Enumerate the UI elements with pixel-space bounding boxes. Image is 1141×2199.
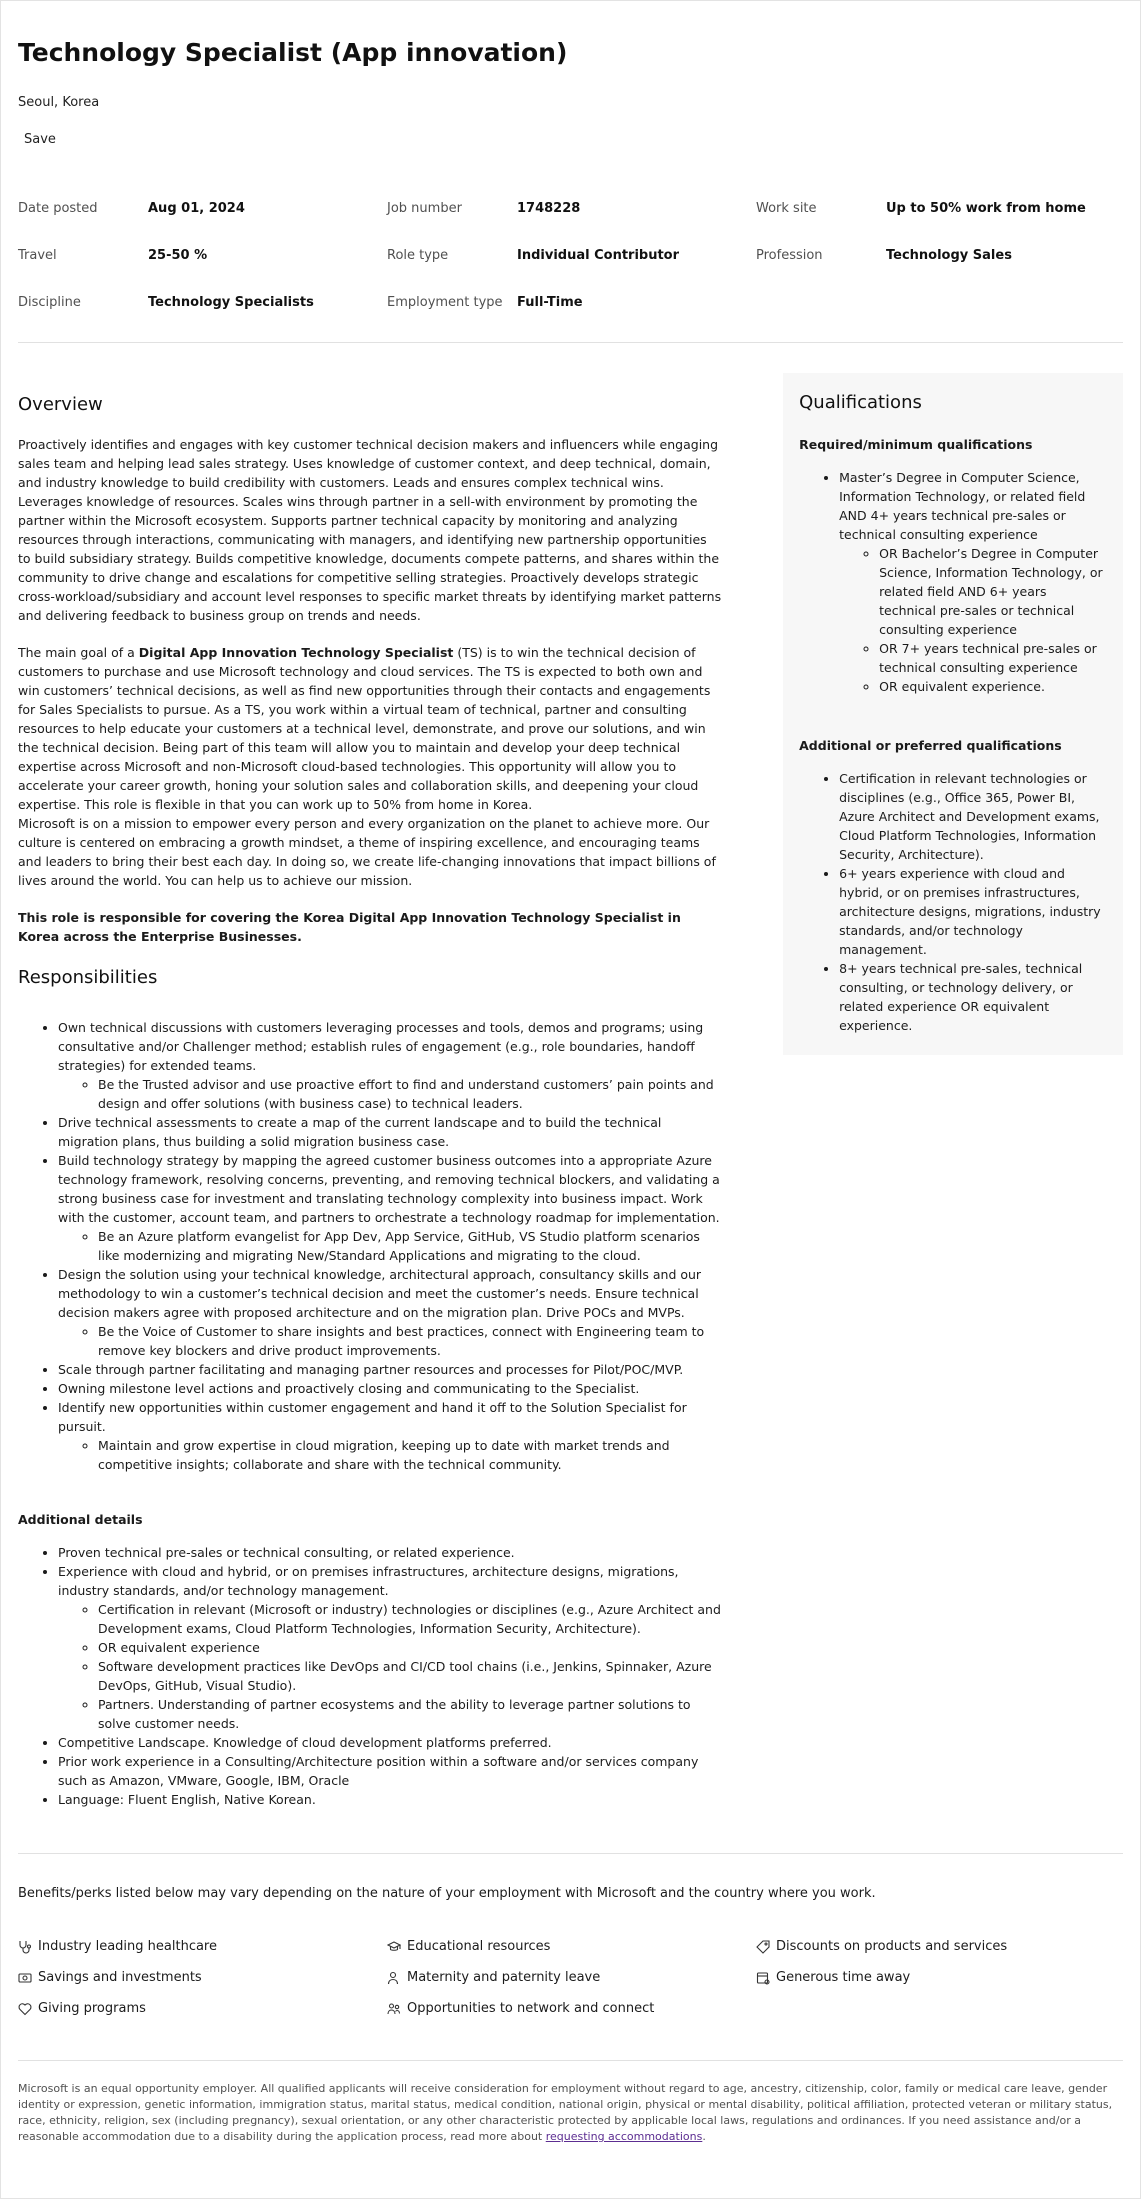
list-item-text: Proven technical pre-sales or technical consulting, or related experience. <box>58 1545 515 1560</box>
meta-role-type <box>387 246 756 265</box>
preferred-qualifications-list <box>839 769 1107 1035</box>
list-item <box>58 1733 723 1752</box>
meta-value: Individual Contributor <box>517 248 680 263</box>
benefit-label: Industry leading healthcare <box>38 1939 217 1954</box>
benefit-label: Maternity and paternity leave <box>407 1970 601 1985</box>
meta-label: Work site <box>756 201 817 216</box>
list-item <box>58 1018 723 1113</box>
eeo-text: Microsoft is an equal opportunity employer. All qualified applicants will receive consideration for employment without regard to age, ancestry, citizenship, color, family or medical care leave, gender identity or expression, genetic information, immigration status, marital status, medical condition, national origin, physical or mental disability, political affiliation, protected veteran or military status, race, ethnicity, religion, sex (including pregnancy), sexual orientation, or any other characteristic protected by applicable local laws, regulations and ordinances. If you need assistance and/or a reasonable accommodation due to a disability during the application process, read more about <box>18 2082 1113 2143</box>
qualifications-heading: Qualifications <box>799 392 922 413</box>
list-item <box>58 1113 723 1151</box>
list-item-text: Language: Fluent English, Native Korean. <box>58 1792 316 1807</box>
meta-work-site <box>756 199 1125 218</box>
overview-bold-text: Digital App Innovation Technology Specialist <box>138 645 454 660</box>
required-qualifications-list <box>839 468 1107 696</box>
divider <box>18 1853 1123 1854</box>
benefits-grid <box>18 1937 1123 2018</box>
list-item <box>58 1265 723 1360</box>
meta-value: Aug 01, 2024 <box>148 201 245 216</box>
list-item-text: Owning milestone level actions and proactively closing and communicating to the Specialist. <box>58 1381 640 1396</box>
list-item-text: Design the solution using your technical knowledge, architectural approach, consultancy skills and our methodology to win a customer’s technical decision and meet the customer’s needs. Ensure technical decision makers agree with proposed architecture and on the migration plan. Drive POCs and MVPs. <box>58 1267 702 1320</box>
eeo-statement <box>18 2060 1123 2145</box>
overview-paragraph: Proactively identifies and engages with key customer technical decision makers and influencers while engaging sales team and helping lead sales strategy. Uses knowledge of customer context, and deep technical, domain, and industry knowledge to build credibility with customers. Leads and ensures complex technical wins. Leverages knowledge of resources. Scales wins through partner in a sell-with environment by promoting the partner within the Microsoft ecosystem. Supports partner technical capacity by monitoring and analyzing resources through interactions, communicating with managers, and identifying new partnership opportunities to build subsidiary strategy. Builds competitive knowledge, documents compete patterns, and shares within the community to drive change and escalations for competitive selling strategies. Proactively develops strategic cross-workload/subsidiary and account level responses to specific market threats by identifying market patterns and delivering feedback to business group on trends and needs. <box>18 437 722 623</box>
list-item <box>58 1398 723 1474</box>
meta-value: Technology Sales <box>886 248 1012 263</box>
list-item-text: Certification in relevant technologies or disciplines (e.g., Office 365, Power BI, Azure Architect and Development exams, Cloud Platform Technologies, Information Security, Architecture). <box>839 771 1100 862</box>
sub-list <box>98 1600 723 1733</box>
main-column <box>18 373 723 1809</box>
sub-list-item: ◦ Be the Trusted advisor and use proactive effort to find and understand customers’ pain points and design and offer solutions (with business case) to technical leaders. <box>98 1075 723 1113</box>
job-title: Technology Specialist (App innovation) <box>18 38 568 67</box>
sub-list-item: ◦ OR Bachelor’s Degree in Computer Science, Information Technology, or related field AND 6+ years technical pre-sales or technical consulting experience <box>879 544 1107 639</box>
meta-value: 25-50 % <box>148 248 208 263</box>
tag-icon <box>756 1940 770 1954</box>
overview-text: (TS) is to win the technical decision of customers to purchase and use Microsoft technology and cloud services. The TS is expected to both own and win customers’ technical decisions, as well as find new opportunities through their contacts and engagements for Sales Specialists to pursue. As a TS, you work within a virtual team of technical, partner and consulting resources to help educate your customers at a technical level, demonstrate, and prove our solutions, and win the technical decision. Being part of this team will allow you to maintain and develop your deep technical expertise across Microsoft and non-Microsoft cloud-based technologies. This opportunity will allow you to accelerate your career growth, honing your solution sales and collaboration skills, and deepening your cloud expertise. This role is flexible in that you can work up to 50% from home in Korea. <box>18 645 711 812</box>
benefit-item <box>387 1999 756 2018</box>
list-item <box>58 1790 723 1809</box>
sub-list-item: ◦ Be an Azure platform evangelist for App Dev, App Service, GitHub, VS Studio platform scenarios like modernizing and migrating New/Standard Applications and migrating to the cloud. <box>98 1227 723 1265</box>
overview-paragraph: Microsoft is on a mission to empower every person and every organization on the planet to achieve more. Our culture is centered on embracing a growth mindset, a theme of inspiring excellence, and encouraging teams and leaders to bring their best each day. In doing so, we create life-changing innovations that impact billions of lives around the world. You can help us to achieve our mission. <box>18 816 716 888</box>
requesting-accommodations-link[interactable]: requesting accommodations <box>545 2130 703 2143</box>
overview-role-statement: This role is responsible for covering the Korea Digital App Innovation Technology Specialist in Korea across the Enterprise Businesses. <box>18 910 681 944</box>
responsibilities-heading: Responsibilities <box>18 967 158 988</box>
list-item-text: Master’s Degree in Computer Science, Information Technology, or related field AND 4+ years technical pre-sales or technical consulting experience <box>839 470 1086 542</box>
list-item-text: Drive technical assessments to create a map of the current landscape and to build the technical migration plans, thus building a solid migration business case. <box>58 1115 662 1149</box>
list-item <box>58 1151 723 1265</box>
benefit-label: Opportunities to network and connect <box>407 2001 655 2016</box>
meta-value: Up to 50% work from home <box>886 201 1086 216</box>
benefit-item <box>18 1968 387 1987</box>
benefit-label: Educational resources <box>407 1939 551 1954</box>
list-item-text: 6+ years experience with cloud and hybrid, or on premises infrastructures, architecture designs, migrations, industry standards, and/or technology management. <box>839 866 1101 957</box>
preferred-qualifications-heading: Additional or preferred qualifications <box>799 738 1062 753</box>
list-item <box>58 1360 723 1379</box>
sub-list-item: ◦ Certification in relevant (Microsoft or industry) technologies or disciplines (e.g., Azure Architect and Development exams, Cloud Platform Technologies, Information Security, Architecture). <box>98 1600 723 1638</box>
list-item <box>839 864 1107 959</box>
meta-job-number <box>387 199 756 218</box>
meta-profession <box>756 246 1125 265</box>
list-item-text: Competitive Landscape. Knowledge of cloud development platforms preferred. <box>58 1735 552 1750</box>
meta-value: Full-Time <box>517 295 583 310</box>
heart-icon <box>18 2002 32 2016</box>
qualifications-panel <box>783 373 1123 1055</box>
meta-employment-type <box>387 293 756 312</box>
required-qualifications-heading: Required/minimum qualifications <box>799 437 1033 452</box>
sub-list <box>98 1227 723 1265</box>
list-item <box>839 959 1107 1035</box>
sub-list-item: ◦ OR equivalent experience. <box>879 677 1107 696</box>
list-item-text: Scale through partner facilitating and managing partner resources and processes for Pilot/POC/MVP. <box>58 1362 684 1377</box>
job-location: Seoul, Korea <box>18 95 100 110</box>
job-content <box>18 373 1123 1809</box>
meta-date-posted <box>18 199 387 218</box>
people-icon <box>387 2002 401 2016</box>
responsibilities-list <box>58 1018 723 1474</box>
job-meta-grid <box>18 199 1123 312</box>
benefit-item <box>387 1968 756 1987</box>
divider <box>18 342 1123 343</box>
benefit-item <box>756 1968 1125 1987</box>
sub-list <box>98 1075 723 1113</box>
person-icon <box>387 1971 401 1985</box>
benefit-item <box>18 1999 387 2018</box>
sub-list-item: ◦ Be the Voice of Customer to share insights and best practices, connect with Engineering team to remove key blockers and drive product improvements. <box>98 1322 723 1360</box>
sub-list-item: ◦ Software development practices like DevOps and CI/CD tool chains (i.e., Jenkins, Spinnaker, Azure DevOps, GitHub, Visual Studio). <box>98 1657 723 1695</box>
sub-list <box>98 1436 723 1474</box>
list-item <box>58 1543 723 1562</box>
sub-list <box>879 544 1107 696</box>
meta-label: Role type <box>387 248 449 263</box>
additional-details-list <box>58 1543 723 1809</box>
meta-label: Employment type <box>387 295 503 310</box>
overview-paragraph <box>18 643 723 814</box>
list-item-text: Prior work experience in a Consulting/Architecture position within a software and/or services company such as Amazon, VMware, Google, IBM, Oracle <box>58 1754 699 1788</box>
meta-value: 1748228 <box>517 201 581 216</box>
benefit-item <box>387 1937 756 1956</box>
benefit-label: Savings and investments <box>38 1970 202 1985</box>
meta-label: Date posted <box>18 201 98 216</box>
list-item <box>58 1379 723 1398</box>
overview-text: The main goal of a <box>18 645 139 660</box>
benefits-note: Benefits/perks listed below may vary depending on the nature of your employment with Microsoft and the country where you work. <box>18 1886 876 1901</box>
list-item <box>839 468 1107 696</box>
meta-label: Profession <box>756 248 823 263</box>
benefit-label: Giving programs <box>38 2001 146 2016</box>
benefit-label: Discounts on products and services <box>776 1939 1008 1954</box>
save-button[interactable]: Save <box>24 132 56 147</box>
meta-discipline <box>18 293 387 312</box>
sub-list <box>98 1322 723 1360</box>
meta-travel <box>18 246 387 265</box>
list-item <box>58 1562 723 1733</box>
sub-list-item: ◦ Partners. Understanding of partner ecosystems and the ability to leverage partner solutions to solve customer needs. <box>98 1695 723 1733</box>
eeo-end: . <box>702 2130 706 2143</box>
list-item-text: Identify new opportunities within customer engagement and hand it off to the Solution Specialist for pursuit. <box>58 1400 687 1434</box>
list-item-text: Own technical discussions with customers leveraging processes and tools, demos and programs; using consultative and/or Challenger method; establish rules of engagement (e.g., role boundaries, handoff strategies) for extended teams. <box>58 1020 704 1073</box>
benefit-label: Generous time away <box>776 1970 911 1985</box>
benefit-item <box>18 1937 387 1956</box>
calendar-icon <box>756 1971 770 1985</box>
meta-label: Discipline <box>18 295 81 310</box>
money-icon <box>18 1971 32 1985</box>
meta-label: Travel <box>18 248 57 263</box>
list-item <box>839 769 1107 864</box>
overview-heading: Overview <box>18 394 103 415</box>
meta-value: Technology Specialists <box>148 295 314 310</box>
sub-list-item: ◦ OR 7+ years technical pre-sales or technical consulting experience <box>879 639 1107 677</box>
meta-label: Job number <box>387 201 462 216</box>
list-item-text: Experience with cloud and hybrid, or on premises infrastructures, architecture designs, migrations, industry standards, and/or technology management. <box>58 1564 679 1598</box>
list-item <box>58 1752 723 1790</box>
list-item-text: 8+ years technical pre-sales, technical consulting, or technology delivery, or related experience OR equivalent experience. <box>839 961 1083 1033</box>
list-item-text: Build technology strategy by mapping the agreed customer business outcomes into a appropriate Azure technology framework, resolving concerns, preventing, and removing technical blockers, and validating a strong business case for investment and translating technology complexity into business impact. Work with the customer, account team, and partners to orchestrate a technology roadmap for implementation. <box>58 1153 720 1225</box>
sub-list-item: ◦ Maintain and grow expertise in cloud migration, keeping up to date with market trends and competitive insights; collaborate and share with the technical community. <box>98 1436 723 1474</box>
sub-list-item: ◦ OR equivalent experience <box>98 1638 723 1657</box>
stethoscope-icon <box>18 1940 32 1954</box>
additional-details-heading: Additional details <box>18 1512 143 1527</box>
benefit-item <box>756 1937 1125 1956</box>
graduation-cap-icon <box>387 1940 401 1954</box>
